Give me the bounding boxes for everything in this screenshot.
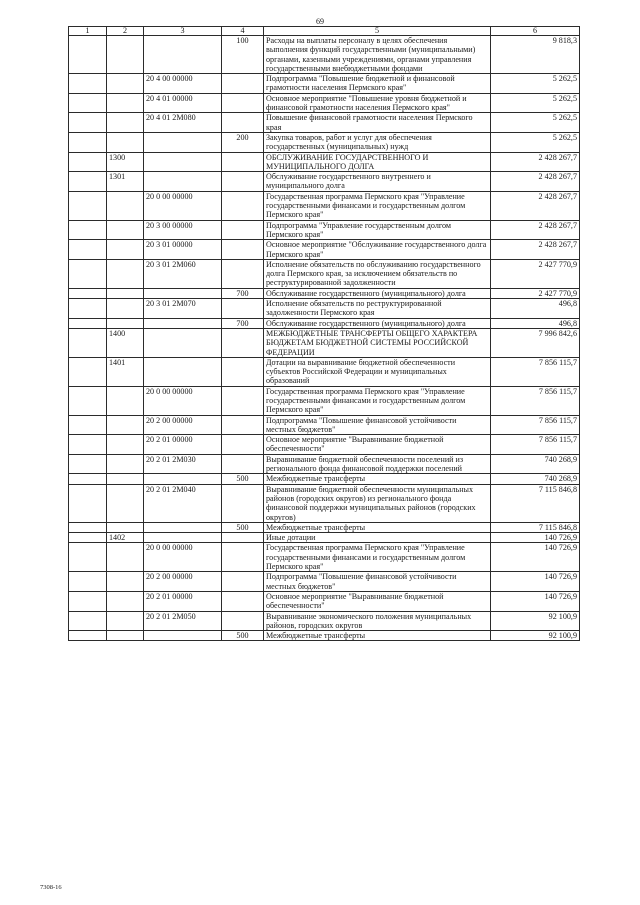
cell-col-1: [69, 631, 107, 641]
cell-section: 1300: [107, 152, 144, 172]
cell-col-1: [69, 522, 107, 532]
cell-col-1: [69, 533, 107, 543]
cell-target-article: 20 4 01 2М080: [144, 113, 222, 133]
cell-section: [107, 631, 144, 641]
column-header: 1: [69, 27, 107, 36]
cell-section: [107, 454, 144, 474]
column-header: 5: [264, 27, 491, 36]
cell-target-article: [144, 328, 222, 357]
cell-target-article: [144, 533, 222, 543]
cell-col-1: [69, 454, 107, 474]
cell-expense-type: [222, 572, 264, 592]
cell-section: [107, 74, 144, 94]
cell-section: [107, 132, 144, 152]
cell-section: [107, 386, 144, 415]
table-row: [69, 572, 580, 592]
cell-description: МЕЖБЮДЖЕТНЫЕ ТРАНСФЕРТЫ ОБЩЕГО ХАРАКТЕРА БЮДЖЕТАМ БЮДЖЕТНОЙ СИСТЕМЫ РОССИЙСКОЙ ФЕДЕРАЦИИ: [264, 328, 491, 357]
cell-target-article: 20 3 01 2М070: [144, 299, 222, 319]
cell-target-article: 20 2 00 00000: [144, 415, 222, 435]
cell-description: Обслуживание государственного (муниципального) долга: [264, 318, 491, 328]
cell-section: [107, 435, 144, 455]
cell-col-1: [69, 220, 107, 240]
table-row: [69, 318, 580, 328]
cell-amount: 2 427 770,9: [491, 259, 580, 288]
table-row: [69, 259, 580, 288]
cell-amount: 2 428 267,7: [491, 172, 580, 192]
cell-description: Межбюджетные трансферты: [264, 631, 491, 641]
cell-description: Подпрограмма "Управление государственным долгом Пермского края": [264, 220, 491, 240]
table-row: [69, 288, 580, 298]
table-row: [69, 484, 580, 522]
cell-col-1: [69, 299, 107, 319]
cell-description: Иные дотации: [264, 533, 491, 543]
cell-amount: 496,8: [491, 318, 580, 328]
cell-description: Межбюджетные трансферты: [264, 474, 491, 484]
cell-description: Выравнивание бюджетной обеспеченности поселений из регионального фонда финансовой поддержки поселений: [264, 454, 491, 474]
column-header-row: [69, 27, 580, 36]
table-row: [69, 522, 580, 532]
cell-section: [107, 543, 144, 572]
cell-description: Исполнение обязательств по обслуживанию государственного долга Пермского края, за исключением обязательств по реструктурированной задолженности: [264, 259, 491, 288]
cell-amount: 2 427 770,9: [491, 288, 580, 298]
cell-col-1: [69, 191, 107, 220]
cell-expense-type: [222, 191, 264, 220]
cell-amount: 496,8: [491, 299, 580, 319]
table-row: [69, 435, 580, 455]
cell-description: Обслуживание государственного (муниципального) долга: [264, 288, 491, 298]
cell-target-article: 20 3 01 00000: [144, 240, 222, 260]
cell-section: [107, 318, 144, 328]
cell-description: Выравнивание экономического положения муниципальных районов, городских округов: [264, 611, 491, 631]
cell-target-article: [144, 474, 222, 484]
cell-target-article: 20 2 01 00000: [144, 591, 222, 611]
cell-amount: 2 428 267,7: [491, 240, 580, 260]
column-header: 6: [491, 27, 580, 36]
cell-amount: 740 268,9: [491, 454, 580, 474]
cell-col-1: [69, 93, 107, 113]
cell-section: 1301: [107, 172, 144, 192]
cell-expense-type: [222, 74, 264, 94]
cell-description: Государственная программа Пермского края "Управление государственными финансами и государственным долгом Пермского края": [264, 543, 491, 572]
table-row: [69, 172, 580, 192]
cell-col-1: [69, 172, 107, 192]
cell-expense-type: [222, 543, 264, 572]
cell-expense-type: [222, 299, 264, 319]
cell-section: [107, 220, 144, 240]
cell-target-article: [144, 631, 222, 641]
cell-description: Расходы на выплаты персоналу в целях обеспечения выполнения функций государственными (муниципальными) органами, казенными учреждениями, органами управления государственными внебюджетными фондами: [264, 36, 491, 74]
cell-target-article: [144, 152, 222, 172]
cell-description: Выравнивание бюджетной обеспеченности муниципальных районов (городских округов) из регионального фонда финансовой поддержки муниципальных районов (городских округов): [264, 484, 491, 522]
cell-expense-type: [222, 611, 264, 631]
cell-col-1: [69, 543, 107, 572]
table-row: [69, 591, 580, 611]
cell-section: 1401: [107, 357, 144, 386]
cell-expense-type: 700: [222, 318, 264, 328]
cell-section: [107, 611, 144, 631]
cell-section: [107, 484, 144, 522]
cell-col-1: [69, 415, 107, 435]
cell-section: [107, 113, 144, 133]
cell-amount: 2 428 267,7: [491, 191, 580, 220]
cell-target-article: 20 0 00 00000: [144, 543, 222, 572]
cell-target-article: 20 4 01 00000: [144, 93, 222, 113]
cell-expense-type: [222, 259, 264, 288]
cell-amount: 140 726,9: [491, 591, 580, 611]
document-code: 7308-16: [40, 884, 62, 891]
cell-col-1: [69, 611, 107, 631]
cell-amount: 2 428 267,7: [491, 220, 580, 240]
table-row: [69, 113, 580, 133]
cell-col-1: [69, 36, 107, 74]
table-row: [69, 132, 580, 152]
cell-target-article: [144, 36, 222, 74]
cell-expense-type: [222, 172, 264, 192]
cell-expense-type: [222, 533, 264, 543]
cell-expense-type: [222, 93, 264, 113]
cell-target-article: 20 3 00 00000: [144, 220, 222, 240]
cell-expense-type: [222, 484, 264, 522]
cell-target-article: [144, 522, 222, 532]
table-body: [69, 36, 580, 641]
cell-section: [107, 93, 144, 113]
table-row: [69, 328, 580, 357]
cell-description: Основное мероприятие "Обслуживание государственного долга Пермского края": [264, 240, 491, 260]
cell-amount: 7 856 115,7: [491, 386, 580, 415]
cell-target-article: 20 2 01 2М040: [144, 484, 222, 522]
cell-amount: 7 856 115,7: [491, 435, 580, 455]
cell-col-1: [69, 132, 107, 152]
table-row: [69, 220, 580, 240]
table-row: [69, 357, 580, 386]
cell-expense-type: 100: [222, 36, 264, 74]
cell-section: [107, 191, 144, 220]
cell-amount: 92 100,9: [491, 631, 580, 641]
table-row: [69, 543, 580, 572]
cell-description: Повышение финансовой грамотности населения Пермского края: [264, 113, 491, 133]
cell-section: [107, 240, 144, 260]
cell-expense-type: [222, 113, 264, 133]
cell-target-article: [144, 357, 222, 386]
cell-expense-type: [222, 240, 264, 260]
cell-description: Исполнение обязательств по реструктурированной задолженности Пермского края: [264, 299, 491, 319]
cell-col-1: [69, 484, 107, 522]
cell-target-article: [144, 288, 222, 298]
table-row: [69, 474, 580, 484]
cell-description: Подпрограмма "Повышение бюджетной и финансовой грамотности населения Пермского края": [264, 74, 491, 94]
cell-target-article: 20 2 01 2М030: [144, 454, 222, 474]
cell-expense-type: [222, 357, 264, 386]
cell-target-article: [144, 172, 222, 192]
cell-expense-type: 500: [222, 631, 264, 641]
cell-amount: 140 726,9: [491, 572, 580, 592]
cell-col-1: [69, 152, 107, 172]
cell-expense-type: [222, 435, 264, 455]
cell-description: Межбюджетные трансферты: [264, 522, 491, 532]
cell-col-1: [69, 591, 107, 611]
table-row: [69, 611, 580, 631]
cell-section: [107, 415, 144, 435]
cell-target-article: 20 2 01 00000: [144, 435, 222, 455]
table-row: [69, 415, 580, 435]
table-row: [69, 191, 580, 220]
cell-expense-type: [222, 454, 264, 474]
cell-description: Закупка товаров, работ и услуг для обеспечения государственных (муниципальных) нужд: [264, 132, 491, 152]
cell-amount: 7 856 115,7: [491, 415, 580, 435]
page-number: 69: [316, 17, 324, 26]
cell-description: Государственная программа Пермского края "Управление государственными финансами и государственным долгом Пермского края": [264, 191, 491, 220]
cell-description: Основное мероприятие "Выравнивание бюджетной обеспеченности": [264, 435, 491, 455]
cell-col-1: [69, 328, 107, 357]
table-row: [69, 74, 580, 94]
cell-section: 1400: [107, 328, 144, 357]
column-header: 3: [144, 27, 222, 36]
cell-amount: 140 726,9: [491, 543, 580, 572]
cell-col-1: [69, 386, 107, 415]
cell-amount: 5 262,5: [491, 74, 580, 94]
cell-description: ОБСЛУЖИВАНИЕ ГОСУДАРСТВЕННОГО И МУНИЦИПАЛЬНОГО ДОЛГА: [264, 152, 491, 172]
cell-section: [107, 288, 144, 298]
cell-section: [107, 572, 144, 592]
cell-expense-type: 500: [222, 474, 264, 484]
cell-col-1: [69, 474, 107, 484]
cell-col-1: [69, 435, 107, 455]
cell-col-1: [69, 259, 107, 288]
cell-section: [107, 36, 144, 74]
table-row: [69, 36, 580, 74]
cell-col-1: [69, 113, 107, 133]
cell-target-article: 20 4 00 00000: [144, 74, 222, 94]
cell-col-1: [69, 357, 107, 386]
cell-target-article: 20 3 01 2М060: [144, 259, 222, 288]
cell-expense-type: 200: [222, 132, 264, 152]
cell-expense-type: [222, 328, 264, 357]
cell-description: Дотации на выравнивание бюджетной обеспеченности субъектов Российской Федерации и муниципальных образований: [264, 357, 491, 386]
cell-amount: 92 100,9: [491, 611, 580, 631]
cell-amount: 5 262,5: [491, 93, 580, 113]
cell-description: Основное мероприятие "Выравнивание бюджетной обеспеченности": [264, 591, 491, 611]
cell-description: Государственная программа Пермского края "Управление государственными финансами и государственным долгом Пермского края": [264, 386, 491, 415]
cell-section: 1402: [107, 533, 144, 543]
cell-amount: 7 115 846,8: [491, 484, 580, 522]
cell-amount: 740 268,9: [491, 474, 580, 484]
cell-amount: 5 262,5: [491, 132, 580, 152]
cell-description: Подпрограмма "Повышение финансовой устойчивости местных бюджетов": [264, 415, 491, 435]
cell-amount: 2 428 267,7: [491, 152, 580, 172]
cell-target-article: [144, 132, 222, 152]
budget-table: [68, 26, 580, 641]
cell-expense-type: [222, 152, 264, 172]
cell-amount: 9 818,3: [491, 36, 580, 74]
cell-section: [107, 522, 144, 532]
table-row: [69, 93, 580, 113]
column-header: 4: [222, 27, 264, 36]
table-row: [69, 240, 580, 260]
table-row: [69, 533, 580, 543]
cell-target-article: 20 0 00 00000: [144, 191, 222, 220]
column-header: 2: [107, 27, 144, 36]
cell-expense-type: 500: [222, 522, 264, 532]
cell-description: Подпрограмма "Повышение финансовой устойчивости местных бюджетов": [264, 572, 491, 592]
cell-amount: 7 996 842,6: [491, 328, 580, 357]
cell-target-article: 20 2 01 2М050: [144, 611, 222, 631]
table-row: [69, 454, 580, 474]
cell-col-1: [69, 572, 107, 592]
cell-col-1: [69, 318, 107, 328]
cell-section: [107, 299, 144, 319]
cell-col-1: [69, 240, 107, 260]
cell-expense-type: [222, 386, 264, 415]
cell-expense-type: [222, 220, 264, 240]
cell-col-1: [69, 288, 107, 298]
cell-amount: 5 262,5: [491, 113, 580, 133]
cell-section: [107, 474, 144, 484]
cell-expense-type: [222, 415, 264, 435]
cell-section: [107, 591, 144, 611]
cell-amount: 7 856 115,7: [491, 357, 580, 386]
table-row: [69, 631, 580, 641]
table-row: [69, 152, 580, 172]
cell-amount: 7 115 846,8: [491, 522, 580, 532]
cell-target-article: 20 0 00 00000: [144, 386, 222, 415]
cell-section: [107, 259, 144, 288]
cell-description: Обслуживание государственного внутреннего и муниципального долга: [264, 172, 491, 192]
cell-target-article: 20 2 00 00000: [144, 572, 222, 592]
cell-expense-type: 700: [222, 288, 264, 298]
cell-description: Основное мероприятие "Повышение уровня бюджетной и финансовой грамотности населения Пермского края": [264, 93, 491, 113]
cell-col-1: [69, 74, 107, 94]
table-row: [69, 299, 580, 319]
cell-amount: 140 726,9: [491, 533, 580, 543]
cell-target-article: [144, 318, 222, 328]
cell-expense-type: [222, 591, 264, 611]
table-row: [69, 386, 580, 415]
